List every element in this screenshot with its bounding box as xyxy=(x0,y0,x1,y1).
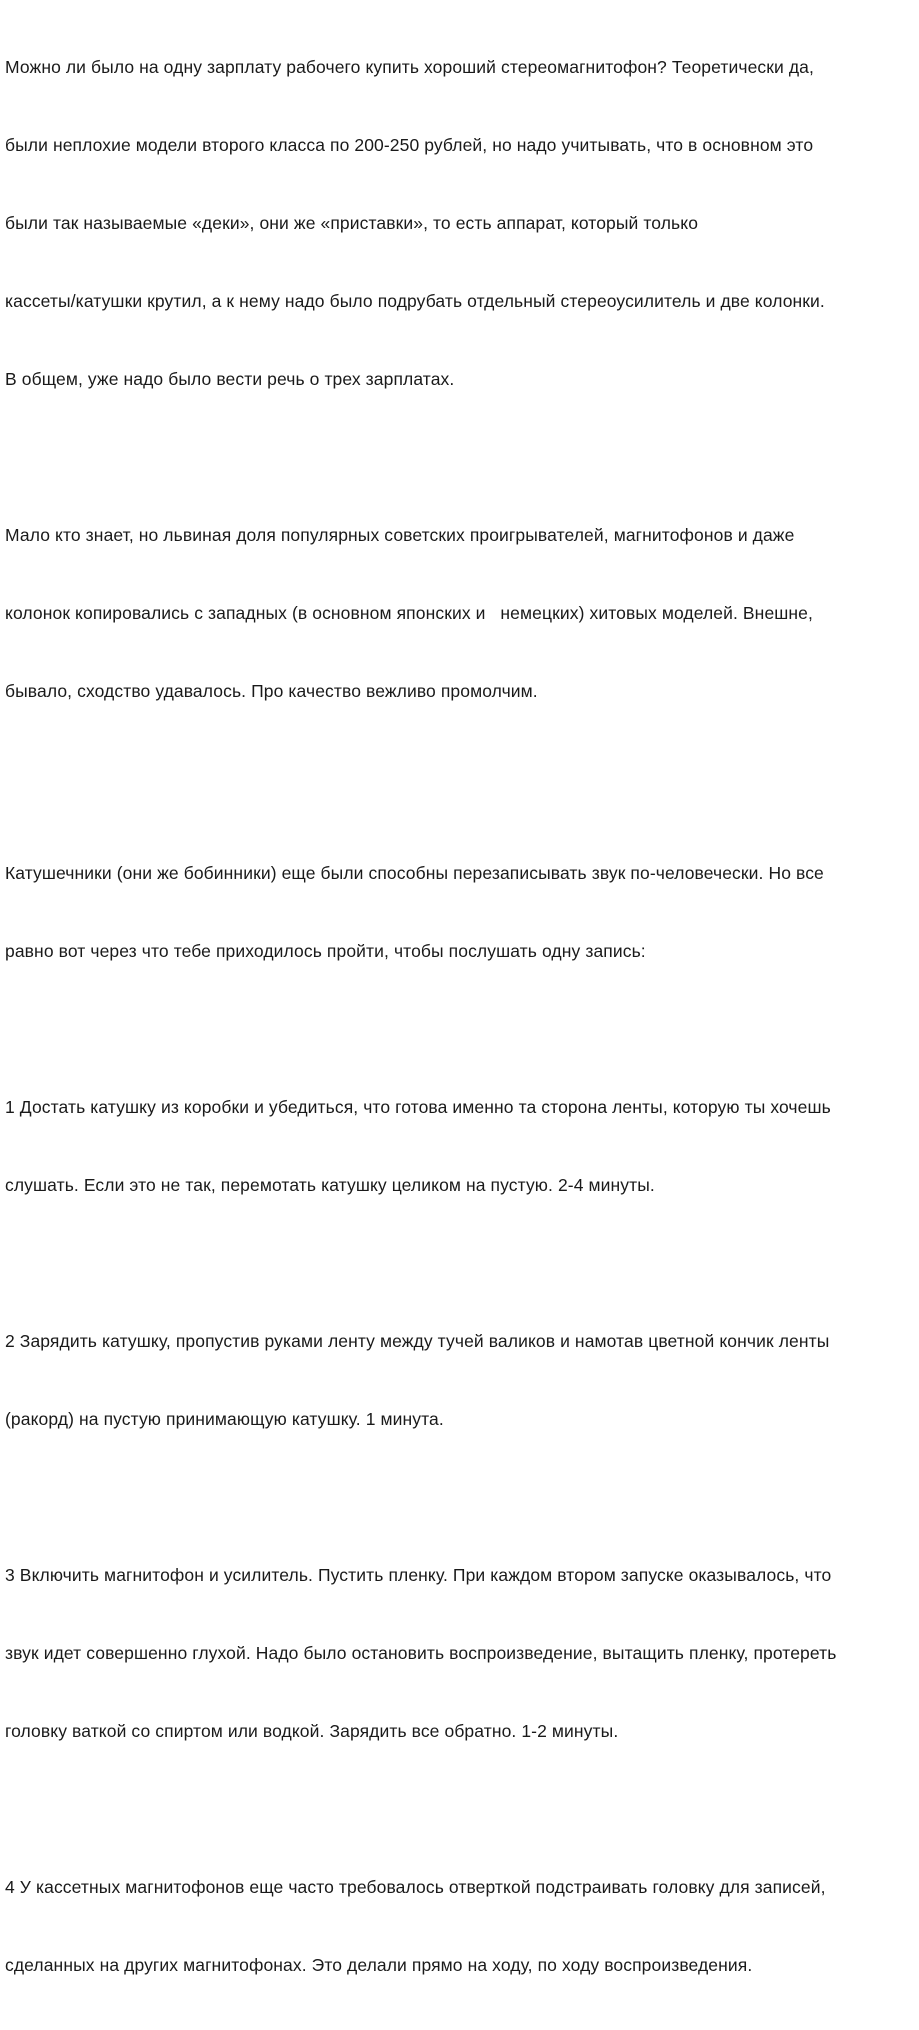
text-line: Мало кто знает, но львиная доля популярных советских проигрывателей, магнитофонов и даже xyxy=(5,525,795,545)
text-line: были так называемые «деки», они же «приставки», то есть аппарат, который только xyxy=(5,213,699,233)
text-line: слушать. Если это не так, перемотать катушку целиком на пустую. 2-4 минуты. xyxy=(5,1175,655,1195)
paragraph-step-2 xyxy=(5,1276,917,1484)
text-line: 1 Достать катушку из коробки и убедиться, что готова именно та сторона ленты, которую ты хочешь xyxy=(5,1097,831,1117)
paragraph-reel-recorders xyxy=(5,808,917,1016)
paragraph-step-3 xyxy=(5,1510,917,1796)
text-line: сделанных на других магнитофонах. Это делали прямо на ходу, по ходу воспроизведения. xyxy=(5,1955,753,1975)
paragraph-copies xyxy=(5,470,917,756)
text-line: бывало, сходство удавалось. Про качество вежливо промолчим. xyxy=(5,681,538,701)
paragraph-spacer xyxy=(5,756,917,808)
paragraph-spacer xyxy=(5,1250,917,1276)
paragraph-spacer xyxy=(5,1016,917,1042)
text-line: звук идет совершенно глухой. Надо было остановить воспроизведение, вытащить пленку, протереть xyxy=(5,1643,837,1663)
document-body xyxy=(5,2,917,2030)
paragraph-intro xyxy=(5,2,917,444)
paragraph-spacer xyxy=(5,1796,917,1822)
text-line: 4 У кассетных магнитофонов еще часто требовалось отверткой подстраивать головку для записей, xyxy=(5,1877,826,1897)
text-line: (ракорд) на пустую принимающую катушку. 1 минута. xyxy=(5,1409,444,1429)
text-line: были неплохие модели второго класса по 200-250 рублей, но надо учитывать, что в основном это xyxy=(5,135,814,155)
paragraph-step-4 xyxy=(5,1822,917,2030)
text-line: Катушечники (они же бобинники) еще были способны перезаписывать звук по-человечески. Но все xyxy=(5,863,824,883)
text-line: В общем, уже надо было вести речь о трех зарплатах. xyxy=(5,369,455,389)
text-line: 2 Зарядить катушку, пропустив руками ленту между тучей валиков и намотав цветной кончик ленты xyxy=(5,1331,830,1351)
text-line: головку ваткой со спиртом или водкой. Зарядить все обратно. 1-2 минуты. xyxy=(5,1721,619,1741)
text-line: кассеты/катушки крутил, а к нему надо было подрубать отдельный стереоусилитель и две колонки. xyxy=(5,291,825,311)
text-line: 3 Включить магнитофон и усилитель. Пустить пленку. При каждом втором запуске оказывалось, что xyxy=(5,1565,832,1585)
paragraph-step-1 xyxy=(5,1042,917,1250)
text-line: Можно ли было на одну зарплату рабочего купить хороший стереомагнитофон? Теоретически да, xyxy=(5,57,814,77)
text-line: колонок копировались с западных (в основном японских и немецких) хитовых моделей. Внешне, xyxy=(5,603,813,623)
paragraph-spacer xyxy=(5,444,917,470)
paragraph-spacer xyxy=(5,1484,917,1510)
text-line: равно вот через что тебе приходилось пройти, чтобы послушать одну запись: xyxy=(5,941,646,961)
